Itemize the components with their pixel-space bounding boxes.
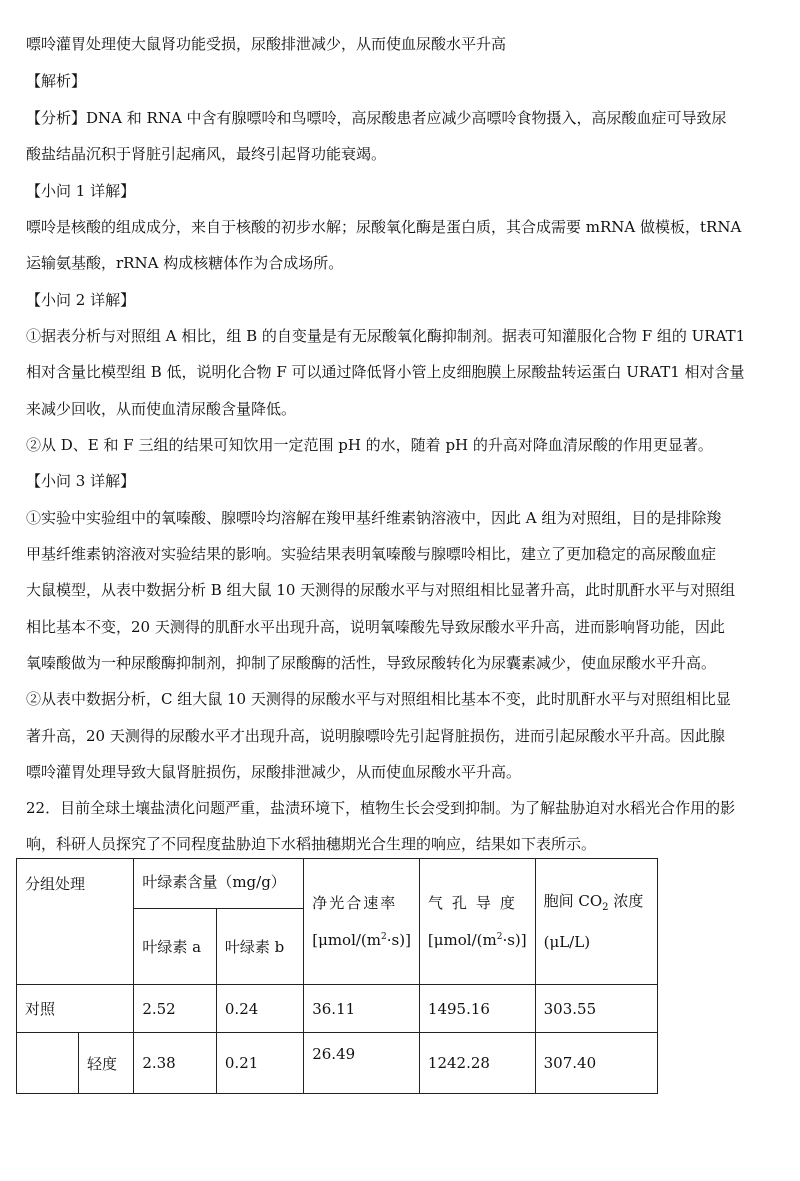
paragraph-line-12: ②从 D、E 和 F 三组的结果可知饮用一定范围 pH 的水，随着 pH 的升高对降血清尿酸的作用更显著。 <box>26 436 713 454</box>
table-row <box>17 1033 658 1094</box>
section-heading-q3: 【小问 3 详解】 <box>26 472 136 490</box>
row-1-co2: 307.40 <box>535 1033 657 1094</box>
paragraph-line-17: 相比基本不变，20 天测得的肌酐水平出现升高，说明氧嗪酸先导致尿酸水平升高，进而影响肾功能，因此 <box>26 618 725 636</box>
row-0-stomatal: 1495.16 <box>419 985 535 1033</box>
header-chl-b: 叶绿素 b <box>216 909 303 985</box>
question-22-line-1: 22．目前全球土壤盐渍化问题严重，盐渍环境下，植物生长会受到抑制。为了解盐胁迫对水稻光合作用的影 <box>26 799 736 817</box>
header-co2-line2: (μL/L) <box>543 933 591 951</box>
header-co2-label-b: 浓度 <box>608 892 644 910</box>
paragraph-line-16: 大鼠模型，从表中数据分析 B 组大鼠 10 天测得的尿酸水平与对照组相比显著升高，此时肌酐水平与对照组 <box>26 581 736 599</box>
paragraph-line-18: 氧嗪酸做为一种尿酸酶抑制剂，抑制了尿酸酶的活性，导致尿酸转化为尿囊素减少，使血尿酸水平升高。 <box>26 654 717 672</box>
row-1-net-rate: 26.49 <box>304 1033 420 1094</box>
header-co2-label-a: 胞间 CO <box>543 892 603 910</box>
row-0-chl-a: 2.52 <box>134 985 217 1033</box>
question-22-line-2: 响，科研人员探究了不同程度盐胁迫下水稻抽穗期光合生理的响应，结果如下表所示。 <box>26 835 597 853</box>
row-1-chl-b: 0.21 <box>216 1033 303 1094</box>
row-0-co2: 303.55 <box>535 985 657 1033</box>
paragraph-line-19: ②从表中数据分析，C 组大鼠 10 天测得的尿酸水平与对照组相比基本不变，此时肌酐水平与对照组相比显 <box>26 690 731 708</box>
header-group: 分组处理 <box>17 859 134 985</box>
header-co2 <box>535 859 657 985</box>
row-0-chl-b: 0.24 <box>216 985 303 1033</box>
row-1-subgroup: 轻度 <box>79 1033 134 1094</box>
paragraph-line-7: 运输氨基酸，rRNA 构成核糖体作为合成场所。 <box>26 254 344 272</box>
paragraph-line-3: 【分析】DNA 和 RNA 中含有腺嘌呤和鸟嘌呤，高尿酸患者应减少高嘌呤食物摄入，高尿酸血症可导致尿 <box>26 109 727 127</box>
paragraph-line-9: ①据表分析与对照组 A 相比，组 B 的自变量是有无尿酸氧化酶抑制剂。据表可知灌服化合物 F 组的 URAT1 <box>26 327 746 345</box>
header-stomatal-sup: 2 <box>496 932 503 942</box>
header-net-rate-unit-a: [μmol/(m <box>312 931 382 949</box>
section-heading-q1: 【小问 1 详解】 <box>26 182 136 200</box>
paragraph-line-10: 相对含量比模型组 B 低，说明化合物 F 可以通过降低肾小管上皮细胞膜上尿酸盐转运蛋白 URAT1 相对含量 <box>26 363 745 381</box>
paragraph-line-1: 嘌呤灌胃处理使大鼠肾功能受损，尿酸排泄减少，从而使血尿酸水平升高 <box>26 35 507 53</box>
header-co2-line1 <box>544 884 649 925</box>
header-co2-sub: 2 <box>602 902 609 913</box>
paragraph-line-4: 酸盐结晶沉积于肾脏引起痛风，最终引起肾功能衰竭。 <box>26 145 387 163</box>
paragraph-line-14: ①实验中实验组中的氧嗪酸、腺嘌呤均溶解在羧甲基纤维素钠溶液中，因此 A 组为对照组，目的是排除羧 <box>26 509 722 527</box>
table-row <box>17 985 658 1033</box>
section-heading-q2: 【小问 2 详解】 <box>26 291 136 309</box>
data-table <box>16 858 658 1094</box>
row-0-group: 对照 <box>17 985 134 1033</box>
row-0-net-rate: 36.11 <box>304 985 420 1033</box>
row-1-group <box>17 1033 79 1094</box>
header-net-rate-line2 <box>312 920 411 957</box>
header-stomatal-line2 <box>428 920 527 957</box>
header-stomatal-unit-b: ·s)] <box>502 931 527 949</box>
section-heading-analysis: 【解析】 <box>26 72 87 90</box>
header-net-rate <box>304 859 420 985</box>
paragraph-line-15: 甲基纤维素钠溶液对实验结果的影响。实验结果表明氧嗪酸与腺嘌呤相比，建立了更加稳定的高尿酸血症 <box>26 545 717 563</box>
row-1-chl-a: 2.38 <box>134 1033 217 1094</box>
header-chlorophyll: 叶绿素含量（mg/g） <box>134 859 304 909</box>
paragraph-line-6: 嘌呤是核酸的组成成分，来自于核酸的初步水解；尿酸氧化酶是蛋白质，其合成需要 mRNA 做模板，tRNA <box>26 218 742 236</box>
paragraph-line-21: 嘌呤灌胃处理导致大鼠肾脏损伤，尿酸排泄减少，从而使血尿酸水平升高。 <box>26 763 522 781</box>
header-stomatal-unit-a: [μmol/(m <box>427 931 497 949</box>
header-net-rate-line1: 净光合速率 <box>312 894 398 912</box>
header-stomatal-line1: 气孔导度 <box>427 894 524 912</box>
paragraph-line-11: 来减少回收，从而使血清尿酸含量降低。 <box>26 400 297 418</box>
header-net-rate-unit-b: ·s)] <box>386 931 411 949</box>
paragraph-line-20: 著升高，20 天测得的尿酸水平才出现升高，说明腺嘌呤先引起肾脏损伤，进而引起尿酸水平升高。因此腺 <box>26 727 725 745</box>
header-chl-a: 叶绿素 a <box>134 909 217 985</box>
header-stomatal <box>419 859 535 985</box>
header-net-rate-sup: 2 <box>381 932 387 942</box>
row-1-stomatal: 1242.28 <box>419 1033 535 1094</box>
